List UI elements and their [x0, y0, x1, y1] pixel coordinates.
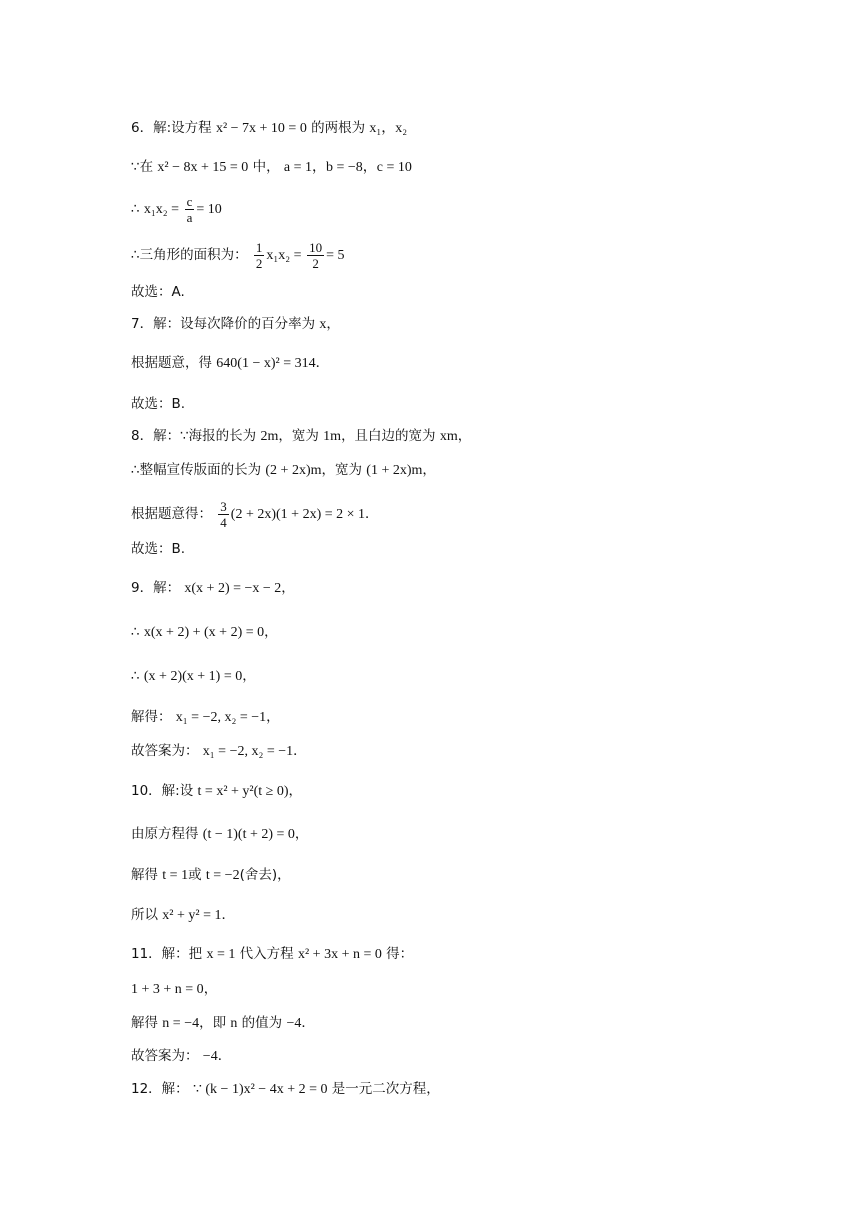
- text-line: [131, 741, 307, 763]
- text-span: ，: [294, 826, 309, 842]
- text-span: ，: [288, 783, 303, 799]
- text-span: (舍去)，: [239, 867, 291, 883]
- text-line: [131, 499, 379, 530]
- math-expression: x₁ = −2, x₂ = −1: [202, 744, 294, 759]
- math-expression: = 5: [326, 248, 345, 263]
- math-expression: = 10: [196, 202, 222, 217]
- text-span: ，且白边的宽为: [341, 428, 440, 444]
- text-span: ，: [264, 624, 278, 640]
- text-span: 由原方程得: [131, 826, 203, 842]
- fraction: [254, 240, 265, 271]
- math-expression: x₁ = −2, x₂ = −1: [175, 710, 267, 725]
- fraction: [218, 499, 229, 530]
- text-span: ，: [203, 981, 218, 997]
- text-span: 7．解：设每次降价的百分率为: [131, 316, 320, 332]
- text-span: 9．解：: [131, 580, 185, 596]
- text-span: 代入方程: [235, 946, 298, 962]
- text-span: 故答案为：: [131, 743, 203, 759]
- text-line: [131, 824, 308, 846]
- text-span: ，即: [199, 1015, 231, 1031]
- math-expression: 1m: [323, 429, 342, 444]
- text-line: [131, 622, 278, 644]
- text-line: [131, 865, 291, 887]
- text-line: [131, 394, 185, 416]
- text-span: 解得：: [131, 709, 176, 725]
- text-line: [131, 539, 185, 561]
- fraction-numerator: c: [186, 194, 193, 209]
- math-expression: xm: [439, 429, 458, 444]
- math-expression: x₁x₂ =: [266, 248, 306, 263]
- math-expression: n: [230, 1016, 238, 1031]
- fraction-denominator: 2: [255, 256, 263, 271]
- text-span: ∴整幅宣传版面的长为: [131, 462, 266, 478]
- text-span: 根据题意，得: [131, 355, 217, 371]
- text-span: ∴三角形的面积为：: [131, 247, 252, 263]
- math-expression: ∵ (k − 1)x² − 4x + 2 = 0: [192, 1082, 328, 1097]
- text-span: ，宽为: [278, 428, 324, 444]
- math-expression: t = −2: [205, 868, 240, 883]
- text-line: [131, 578, 295, 600]
- text-span: 的两根为: [306, 120, 370, 136]
- text-line: [131, 666, 256, 688]
- text-line: [131, 240, 345, 271]
- text-span: ．: [217, 1048, 232, 1064]
- text-span: 根据题意得：: [131, 506, 217, 522]
- fraction-numerator: 10: [309, 240, 323, 255]
- text-span: ∴: [131, 201, 144, 217]
- text-line: [131, 1046, 231, 1068]
- text-span: ．: [365, 506, 379, 522]
- fraction-denominator: 2: [312, 256, 319, 271]
- math-expression: (2 + 2x)(1 + 2x) = 2 × 1: [230, 507, 366, 522]
- math-expression: (t − 1)(t + 2) = 0: [202, 827, 295, 842]
- fraction: [185, 194, 195, 225]
- text-line: [131, 1013, 315, 1035]
- text-span: ．: [315, 355, 330, 371]
- math-expression: t = x² + y²(t ≥ 0): [197, 784, 289, 799]
- text-line: [131, 353, 329, 375]
- text-span: 8．解：∵海报的长为: [131, 428, 261, 444]
- math-expression: x = 1: [206, 947, 236, 962]
- math-expression: x₁，x₂: [369, 121, 408, 136]
- math-expression: n = −4: [162, 1016, 200, 1031]
- text-span: 12．解：: [131, 1081, 193, 1097]
- text-line: [131, 194, 222, 225]
- text-span: 解得: [131, 1015, 163, 1031]
- math-expression: −4: [202, 1049, 218, 1064]
- math-expression: (x + 2)(x + 1) = 0: [143, 669, 243, 684]
- text-span: ，: [422, 462, 436, 478]
- text-span: 中，: [248, 159, 284, 175]
- text-span: 解得: [131, 867, 163, 883]
- text-line: [131, 707, 280, 729]
- text-line: [131, 118, 407, 140]
- fraction-denominator: 4: [220, 515, 227, 530]
- text-line: [131, 944, 413, 966]
- text-line: [131, 979, 217, 1001]
- text-span: ，: [242, 668, 256, 684]
- fraction-numerator: 3: [220, 499, 227, 514]
- text-line: [131, 781, 302, 803]
- math-expression: −4: [286, 1016, 302, 1031]
- text-line: [131, 426, 471, 448]
- math-expression: 640(1 − x)² = 314: [216, 356, 316, 371]
- text-span: 11．解：把: [131, 946, 207, 962]
- math-expression: 2m: [260, 429, 279, 444]
- math-expression: x₁x₂ =: [143, 202, 183, 217]
- text-span: 所以: [131, 907, 163, 923]
- text-span: ．: [221, 907, 235, 923]
- fraction-numerator: 1: [255, 240, 263, 255]
- text-span: 10．解:设: [131, 783, 198, 799]
- math-expression: x(x + 2) + (x + 2) = 0: [143, 625, 265, 640]
- math-expression: a = 1，b = −8，c = 10: [283, 160, 412, 175]
- text-span: ，宽为: [321, 462, 367, 478]
- text-span: ，: [326, 316, 340, 332]
- text-span: 故选：A.: [131, 284, 185, 300]
- text-span: ，: [266, 709, 280, 725]
- text-line: [131, 314, 340, 336]
- text-span: 得：: [381, 946, 414, 962]
- math-expression: (1 + 2x)m: [366, 463, 423, 478]
- text-span: ∴: [131, 624, 144, 640]
- fraction-denominator: a: [186, 210, 193, 225]
- text-span: 故答案为：: [131, 1048, 203, 1064]
- math-expression: 1 + 3 + n = 0: [131, 982, 204, 997]
- math-expression: x² − 7x + 10 = 0: [215, 121, 307, 136]
- text-line: [131, 157, 412, 179]
- math-expression: t = 1: [162, 868, 189, 883]
- text-line: [131, 905, 235, 927]
- text-span: ，: [457, 428, 472, 444]
- math-expression: (2 + 2x)m: [265, 463, 322, 478]
- text-line: [131, 1079, 440, 1101]
- text-line: [131, 282, 185, 304]
- fraction: [307, 240, 324, 271]
- text-span: 故选：B.: [131, 396, 186, 412]
- text-span: 或: [188, 867, 206, 883]
- math-expression: x(x + 2) = −x − 2: [184, 581, 282, 596]
- text-span: ，: [281, 580, 295, 596]
- text-span: ．: [301, 1015, 315, 1031]
- math-expression: x: [319, 317, 327, 332]
- text-line: [131, 460, 436, 482]
- text-span: ∴: [131, 668, 144, 684]
- text-span: ∵在: [131, 159, 158, 175]
- text-span: 6．解:设方程: [131, 120, 216, 136]
- text-span: 故选：B.: [131, 541, 186, 557]
- math-expression: x² − 8x + 15 = 0: [157, 160, 249, 175]
- math-expression: x² + 3x + n = 0: [297, 947, 382, 962]
- text-span: ．: [293, 743, 307, 759]
- math-expression: x² + y² = 1: [162, 908, 222, 923]
- text-span: 的值为: [237, 1015, 287, 1031]
- text-span: 是一元二次方程，: [327, 1081, 440, 1097]
